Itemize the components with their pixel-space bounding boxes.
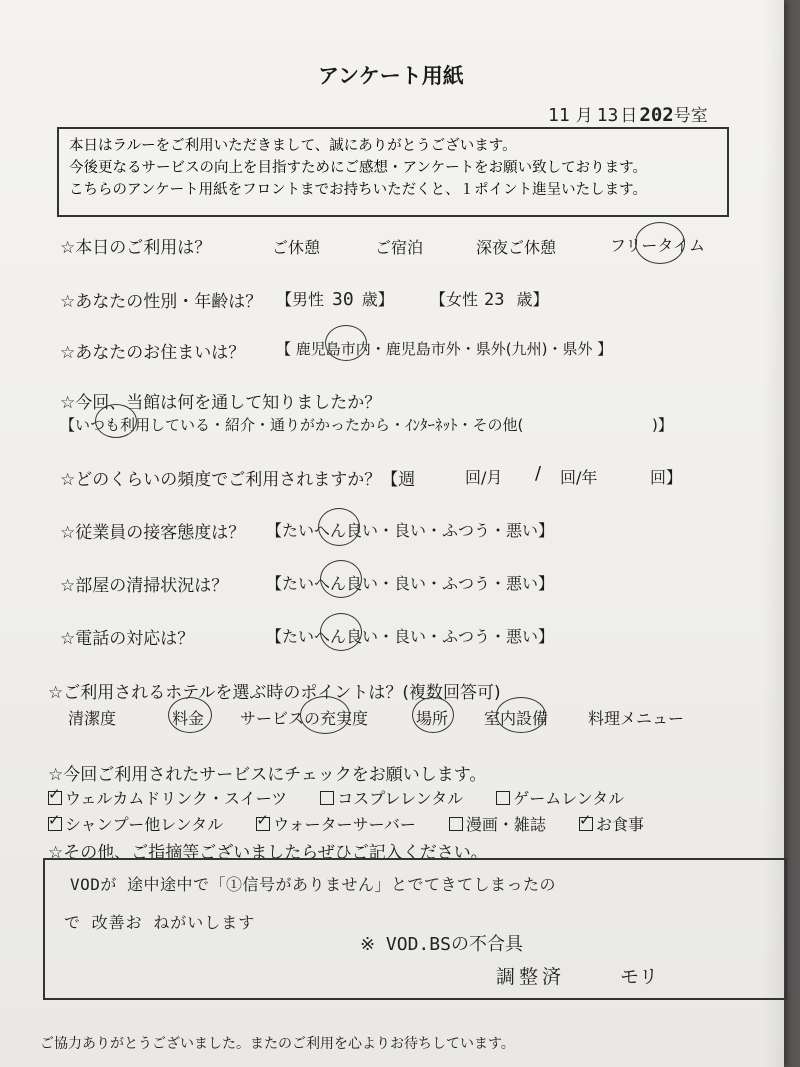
q1-option-rest[interactable]: ご休憩 [272, 238, 321, 257]
male-age-value[interactable]: 30 [332, 289, 354, 310]
q10-row-1 [48, 786, 652, 809]
q1-option-night-rest[interactable]: 深夜ご休憩 [476, 238, 557, 257]
male-age-unit: 歳】 [361, 290, 394, 309]
service-game[interactable] [496, 789, 638, 808]
q3-label: ☆あなたのお住まいは？ [60, 343, 246, 363]
q1-option-stay[interactable]: ご宿泊 [375, 238, 424, 257]
service-label: 漫画・雑誌 [465, 815, 546, 834]
q9-circle-location [412, 697, 454, 733]
q11-label: ☆その他、ご指摘等ございましたらぜひご記入ください。 [48, 843, 488, 863]
checkbox-empty[interactable] [496, 791, 510, 805]
q9-option-room-facilities[interactable]: 室内設備 [484, 709, 549, 728]
footer-thanks: ご協力ありがとうございました。またのご利用を心よりお待ちしています。 [40, 1036, 515, 1052]
staff-signature: モリ [620, 966, 659, 988]
q4-close: )】 [652, 416, 673, 434]
checkbox-checked[interactable] [48, 811, 62, 831]
q5-label: ☆どのくらいの頻度でご利用されますか？【週 [60, 470, 416, 490]
checkbox-checked[interactable] [256, 811, 270, 831]
comment-line-2: で 改善お ねがいします [64, 913, 256, 932]
q8-selection-circle [320, 613, 362, 651]
q3-options[interactable]: 【 鹿児島市内・鹿児島市外・県外(九州)・県外 】 [276, 340, 613, 358]
q10-row-2 [48, 812, 672, 835]
service-shampoo[interactable] [48, 811, 237, 834]
q2-male [276, 287, 394, 310]
q9-option-location[interactable]: 場所 [416, 709, 449, 728]
q8-options[interactable]: 【たいへん良い・良い・ふつう・悪い】 [266, 627, 555, 646]
q9-option-food-menu[interactable]: 料理メニュー [588, 709, 685, 728]
q2-label: ☆あなたの性別・年齢は？ [60, 292, 263, 312]
intro-box [57, 127, 729, 217]
service-label: ウェルカムドリンク・スイーツ [65, 789, 288, 808]
q7-selection-circle [320, 560, 362, 598]
q1-selection-circle [635, 222, 685, 264]
female-label: 【女性 [430, 290, 479, 309]
comment-line-1: VODが 途中途中で「①信号がありません」とでてきてしまったの [70, 875, 557, 894]
room-label: 号室 [673, 106, 708, 126]
service-label: コスプレレンタル [337, 789, 464, 808]
day-label: 日 [620, 106, 638, 126]
q2-female [430, 287, 549, 310]
q4-options[interactable]: 【いつも利用している・紹介・通りがかったから・ｲﾝﾀｰﾈｯﾄ・その他( [60, 416, 524, 434]
service-welcome-drink[interactable] [48, 785, 301, 808]
q3-selection-circle [325, 325, 367, 361]
q9-option-price[interactable]: 料金 [172, 709, 205, 728]
service-label: お食事 [596, 815, 645, 834]
check-mark-icon: ✓ [48, 785, 61, 803]
staff-note: ※ VOD.BSの不合具 [360, 934, 523, 955]
q4-label: ☆今回、当館は何を通して知りましたか？ [60, 393, 382, 413]
q8-label: ☆電話の対応は？ [60, 629, 195, 649]
q9-circle-price [168, 697, 212, 733]
q5-slash: / [535, 463, 542, 484]
q9-circle-facilities [496, 697, 546, 733]
q1-option-free-time[interactable]: フリータイム [610, 236, 706, 255]
date-room-line [548, 101, 708, 126]
service-cosplay[interactable] [320, 789, 477, 808]
q9-option-cleanliness[interactable]: 清潔度 [68, 709, 117, 728]
intro-line-1: 本日はラルーをご利用いただきまして、誠にありがとうございます。 [69, 138, 517, 154]
checkbox-empty[interactable] [449, 817, 463, 831]
female-age-value[interactable]: 23 [484, 290, 505, 310]
q4-selection-circle [95, 404, 137, 438]
service-label: シャンプー他レンタル [65, 815, 224, 834]
staff-note-adjusted: 調整済 [496, 966, 566, 988]
male-label: 【男性 [276, 290, 325, 309]
female-age-unit: 歳】 [516, 290, 549, 309]
service-label: ゲームレンタル [513, 789, 625, 808]
q5-end: 回】 [650, 468, 683, 487]
check-mark-icon: ✓ [579, 811, 592, 829]
q9-option-service[interactable]: サービスの充実度 [240, 709, 369, 728]
service-label: ウォーターサーバー [273, 815, 416, 834]
q9-label: ☆ご利用されるホテルを選ぶ時のポイントは？(複数回答可) [48, 683, 501, 703]
q6-options[interactable]: 【たいへん良い・良い・ふつう・悪い】 [266, 521, 555, 540]
q10-label: ☆今回ご利用されたサービスにチェックをお願いします。 [48, 765, 487, 785]
q5-per-month[interactable]: 回/月 [465, 468, 503, 487]
q9-circle-service [300, 696, 350, 734]
month-value: 11 [548, 105, 570, 126]
month-label: 月 [575, 106, 593, 126]
service-manga[interactable] [449, 815, 560, 834]
checkbox-empty[interactable] [320, 791, 334, 805]
checkbox-checked[interactable] [579, 811, 593, 831]
q7-options[interactable]: 【たいへん良い・良い・ふつう・悪い】 [266, 574, 555, 593]
service-meal[interactable] [579, 811, 658, 834]
service-water-server[interactable] [256, 811, 430, 834]
check-mark-icon: ✓ [256, 811, 269, 829]
q6-selection-circle [318, 508, 360, 546]
day-value: 13 [596, 105, 619, 126]
page-title: アンケート用紙 [318, 64, 464, 88]
room-value: 202 [639, 104, 674, 126]
intro-line-3: こちらのアンケート用紙をフロントまでお持ちいただくと、１ポイント進呈いたします。 [69, 182, 647, 198]
check-mark-icon: ✓ [48, 811, 61, 829]
q7-label: ☆部屋の清掃状況は？ [60, 576, 229, 596]
q6-label: ☆従業員の接客態度は？ [60, 523, 246, 543]
q5-per-year[interactable]: 回/年 [560, 468, 598, 487]
q1-label: ☆本日のご利用は？ [60, 238, 212, 258]
checkbox-checked[interactable] [48, 785, 62, 805]
intro-line-2: 今後更なるサービスの向上を目指すためにご感想・アンケートをお願い致しております。 [69, 160, 647, 176]
